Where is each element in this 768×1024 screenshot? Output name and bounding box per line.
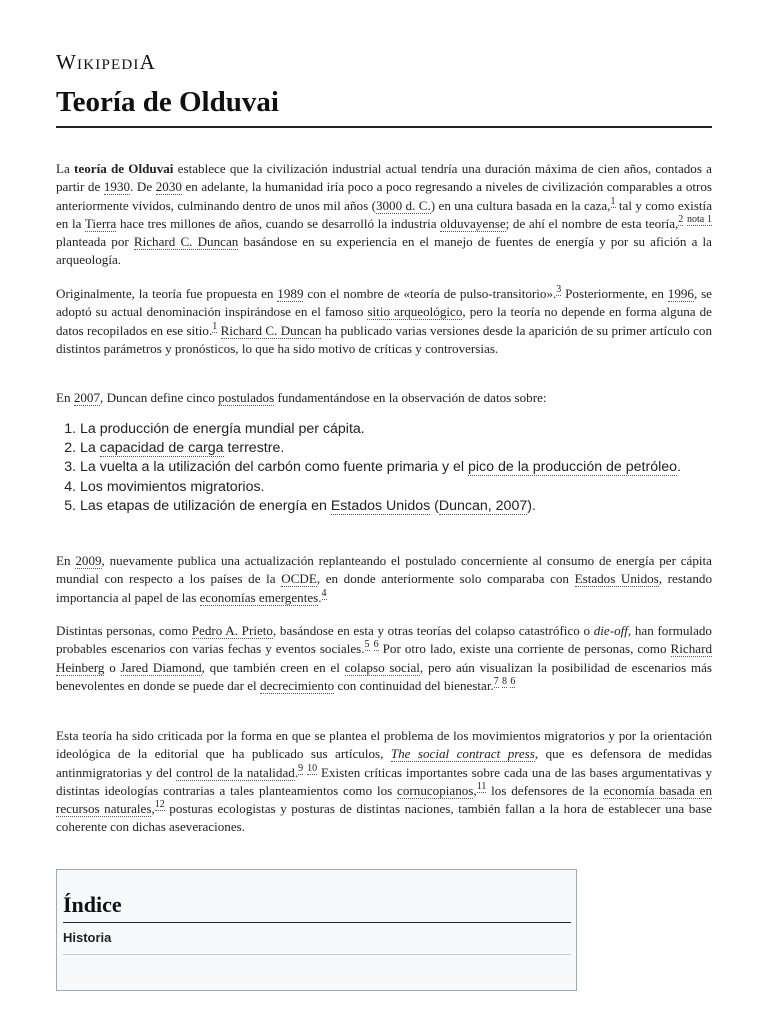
link-olduvayense[interactable]: olduvayense bbox=[440, 215, 506, 231]
postulates-list bbox=[56, 420, 736, 516]
table-of-contents bbox=[56, 869, 577, 991]
link-1930[interactable]: 1930 bbox=[103, 179, 131, 195]
list-item: 3. La vuelta a la utilización del carbón como fuente primaria y el pico de la producción de petróleo. bbox=[80, 458, 736, 477]
link-estados-unidos[interactable]: Estados Unidos bbox=[330, 497, 431, 514]
ref-3[interactable]: 3 bbox=[556, 284, 562, 295]
bold-term: teoría de Olduvai bbox=[74, 161, 174, 176]
paragraph-update: En 2009, nuevamente publica una actualización replanteando el postulado concerniente al consumo de energía per cápita mundial con respecto a los países de la OCDE, en donde anteriormente solo comparaba con Estados Unidos, restando importancia al papel de las economías emergentes.$^4$ bbox=[56, 553, 713, 605]
ref-4[interactable]: 4 bbox=[321, 587, 327, 599]
link-economia-recursos[interactable]: economía basada en recursos naturales bbox=[56, 782, 712, 817]
wikipedia-logo[interactable]: WikipediA bbox=[56, 50, 156, 74]
link-duncan-2007[interactable]: Duncan, 2007 bbox=[438, 497, 528, 514]
link-3000[interactable]: 3000 d. C. bbox=[375, 197, 431, 213]
paragraph-intro: La teoría de Olduvai establece que la civilización industrial actual tendría una duración máxima de cien años, contados a partir de 1930. De 2030 en adelante, la humanidad iría poco a poco regresando a niveles de civilización comparables a otros anteriormente vividos, culminando dentro de unos mil años (3000 d. C.) en una cultura basada en la caza,$^1$ tal y como existía en la Tierra hace tres millones de años, cuando se desarrolló la industria olduvayense; de ahí el nombre de esta teoría,$^2$ $^{nota 1}$ planteada por Richard C. Duncan basándose en su experiencia en el manejo de fuentes de energía y por su afición a la arqueología. bbox=[56, 161, 713, 268]
link-duncan[interactable]: Richard C. Duncan bbox=[133, 234, 239, 250]
link-capacidad-carga[interactable]: capacidad de carga bbox=[99, 440, 224, 457]
term-die-off: die-off bbox=[593, 623, 628, 638]
link-estados-unidos-2[interactable]: Estados Unidos bbox=[574, 571, 659, 587]
ref-12[interactable]: 12 bbox=[154, 799, 165, 811]
paragraph-scenarios: Distintas personas, como Pedro A. Prieto, basándose en esta y otras teorías del colapso catastrófico o die-off, han formulado probables escenarios con varias fechas y eventos sociales.$^5$ $^6$ Por otro lado, existe una corriente de personas, como Richard Heinberg o Jared Diamond, que también creen en el colapso social, pero aún visualizan la posibilidad de escenarios más benevolentes en donde se puede dar el decrecimiento con continuidad del bienestar.$^7$ $^8$ $^6$ bbox=[56, 623, 713, 693]
paragraph-postulates: En 2007, Duncan define cinco postulados fundamentándose en la observación de datos sobre: bbox=[56, 390, 547, 405]
ref-8[interactable]: 8 bbox=[502, 675, 508, 687]
list-item: 5. Las etapas de utilización de energía en Estados Unidos (Duncan, 2007). bbox=[80, 497, 736, 516]
list-item: 4. Los movimientos migratorios. bbox=[80, 478, 736, 497]
link-decrecimiento[interactable]: decrecimiento bbox=[259, 677, 335, 693]
ref-10[interactable]: 10 bbox=[307, 762, 318, 774]
ref-5[interactable]: 5 bbox=[364, 639, 370, 651]
toc-item-historia[interactable]: Historia bbox=[63, 930, 112, 945]
link-social-contract-press[interactable]: The social contract press bbox=[390, 746, 535, 762]
link-colapso-social[interactable]: colapso social bbox=[344, 659, 420, 675]
ref-2[interactable]: 2 bbox=[678, 213, 684, 225]
ref-1b[interactable]: 1 bbox=[212, 320, 218, 332]
toc-item-divider bbox=[63, 954, 571, 955]
ref-11[interactable]: 11 bbox=[476, 780, 487, 792]
link-cornucopianos[interactable]: cornucopianos bbox=[397, 782, 474, 798]
link-2030[interactable]: 2030 bbox=[155, 179, 182, 195]
link-postulados[interactable]: postulados bbox=[218, 390, 275, 405]
link-duncan-2[interactable]: Richard C. Duncan bbox=[220, 322, 322, 338]
link-sitio-arqueologico[interactable]: sitio arqueológico bbox=[367, 304, 463, 320]
ref-7[interactable]: 7 bbox=[493, 675, 499, 687]
link-1996[interactable]: 1996 bbox=[667, 286, 694, 301]
link-control-natalidad[interactable]: control de la natalidad bbox=[176, 764, 295, 780]
link-pico-petroleo[interactable]: pico de la producción de petróleo bbox=[468, 459, 678, 476]
title-divider bbox=[56, 126, 712, 128]
paragraph-origin: Originalmente, la teoría fue propuesta en 1989 con el nombre de «teoría de pulso-transitorio».$^3$ Posteriormente, en 1996, se adoptó su actual denominación inspirándose en el famoso sitio arqueológico, pero la teoría no depende en forma alguna de datos recopilados en ese sitio.$^1$ Richard C. Duncan ha publicado varias versiones desde la aparición de su primer artículo con distintos parámetros y pronósticos, lo que ha sido motivo de críticas y controversias. bbox=[56, 284, 712, 356]
link-tierra[interactable]: Tierra bbox=[84, 215, 117, 231]
ref-1[interactable]: 1 bbox=[610, 195, 616, 207]
list-item: 2. La capacidad de carga terrestre. bbox=[80, 439, 736, 458]
link-heinberg[interactable]: Richard Heinberg bbox=[56, 641, 712, 675]
link-economias-emergentes[interactable]: economías emergentes bbox=[199, 589, 319, 605]
toc-title: Índice bbox=[63, 892, 122, 917]
ref-9[interactable]: 9 bbox=[298, 762, 304, 774]
paragraph-criticism: Esta teoría ha sido criticada por la forma en que se plantea el problema de los movimientos migratorios y por la orientación ideológica de la editorial que ha publicado sus artículos, The social contract press, que es defensora de medidas antinmigratorias y del control de la natalidad.$^9$ $^{10}$ Existen críticas importantes sobre cada una de las bases argumentativas y distintas ideologías contrarias a tales planteamientos como los cornucopianos,$^{11}$ los defensores de la economía basada en recursos naturales,$^{12}$ posturas ecologistas y posturas de distintas naciones, también fallan a la hora de establecer una base coherente con dichas aseveraciones. bbox=[56, 728, 712, 835]
list-item: 1. La producción de energía mundial per cápita. bbox=[80, 420, 736, 439]
ref-6b[interactable]: 6 bbox=[510, 675, 516, 687]
link-diamond[interactable]: Jared Diamond bbox=[120, 659, 202, 675]
link-1989[interactable]: 1989 bbox=[277, 286, 304, 301]
ref-nota-1[interactable]: nota 1 bbox=[686, 213, 713, 225]
page-title: Teoría de Olduvai bbox=[56, 86, 279, 118]
ref-6[interactable]: 6 bbox=[373, 639, 379, 651]
link-prieto[interactable]: Pedro A. Prieto bbox=[191, 623, 273, 638]
link-2007[interactable]: 2007 bbox=[73, 390, 101, 405]
link-ocde[interactable]: OCDE bbox=[281, 571, 317, 587]
link-2009[interactable]: 2009 bbox=[75, 553, 102, 568]
toc-divider bbox=[63, 922, 571, 923]
